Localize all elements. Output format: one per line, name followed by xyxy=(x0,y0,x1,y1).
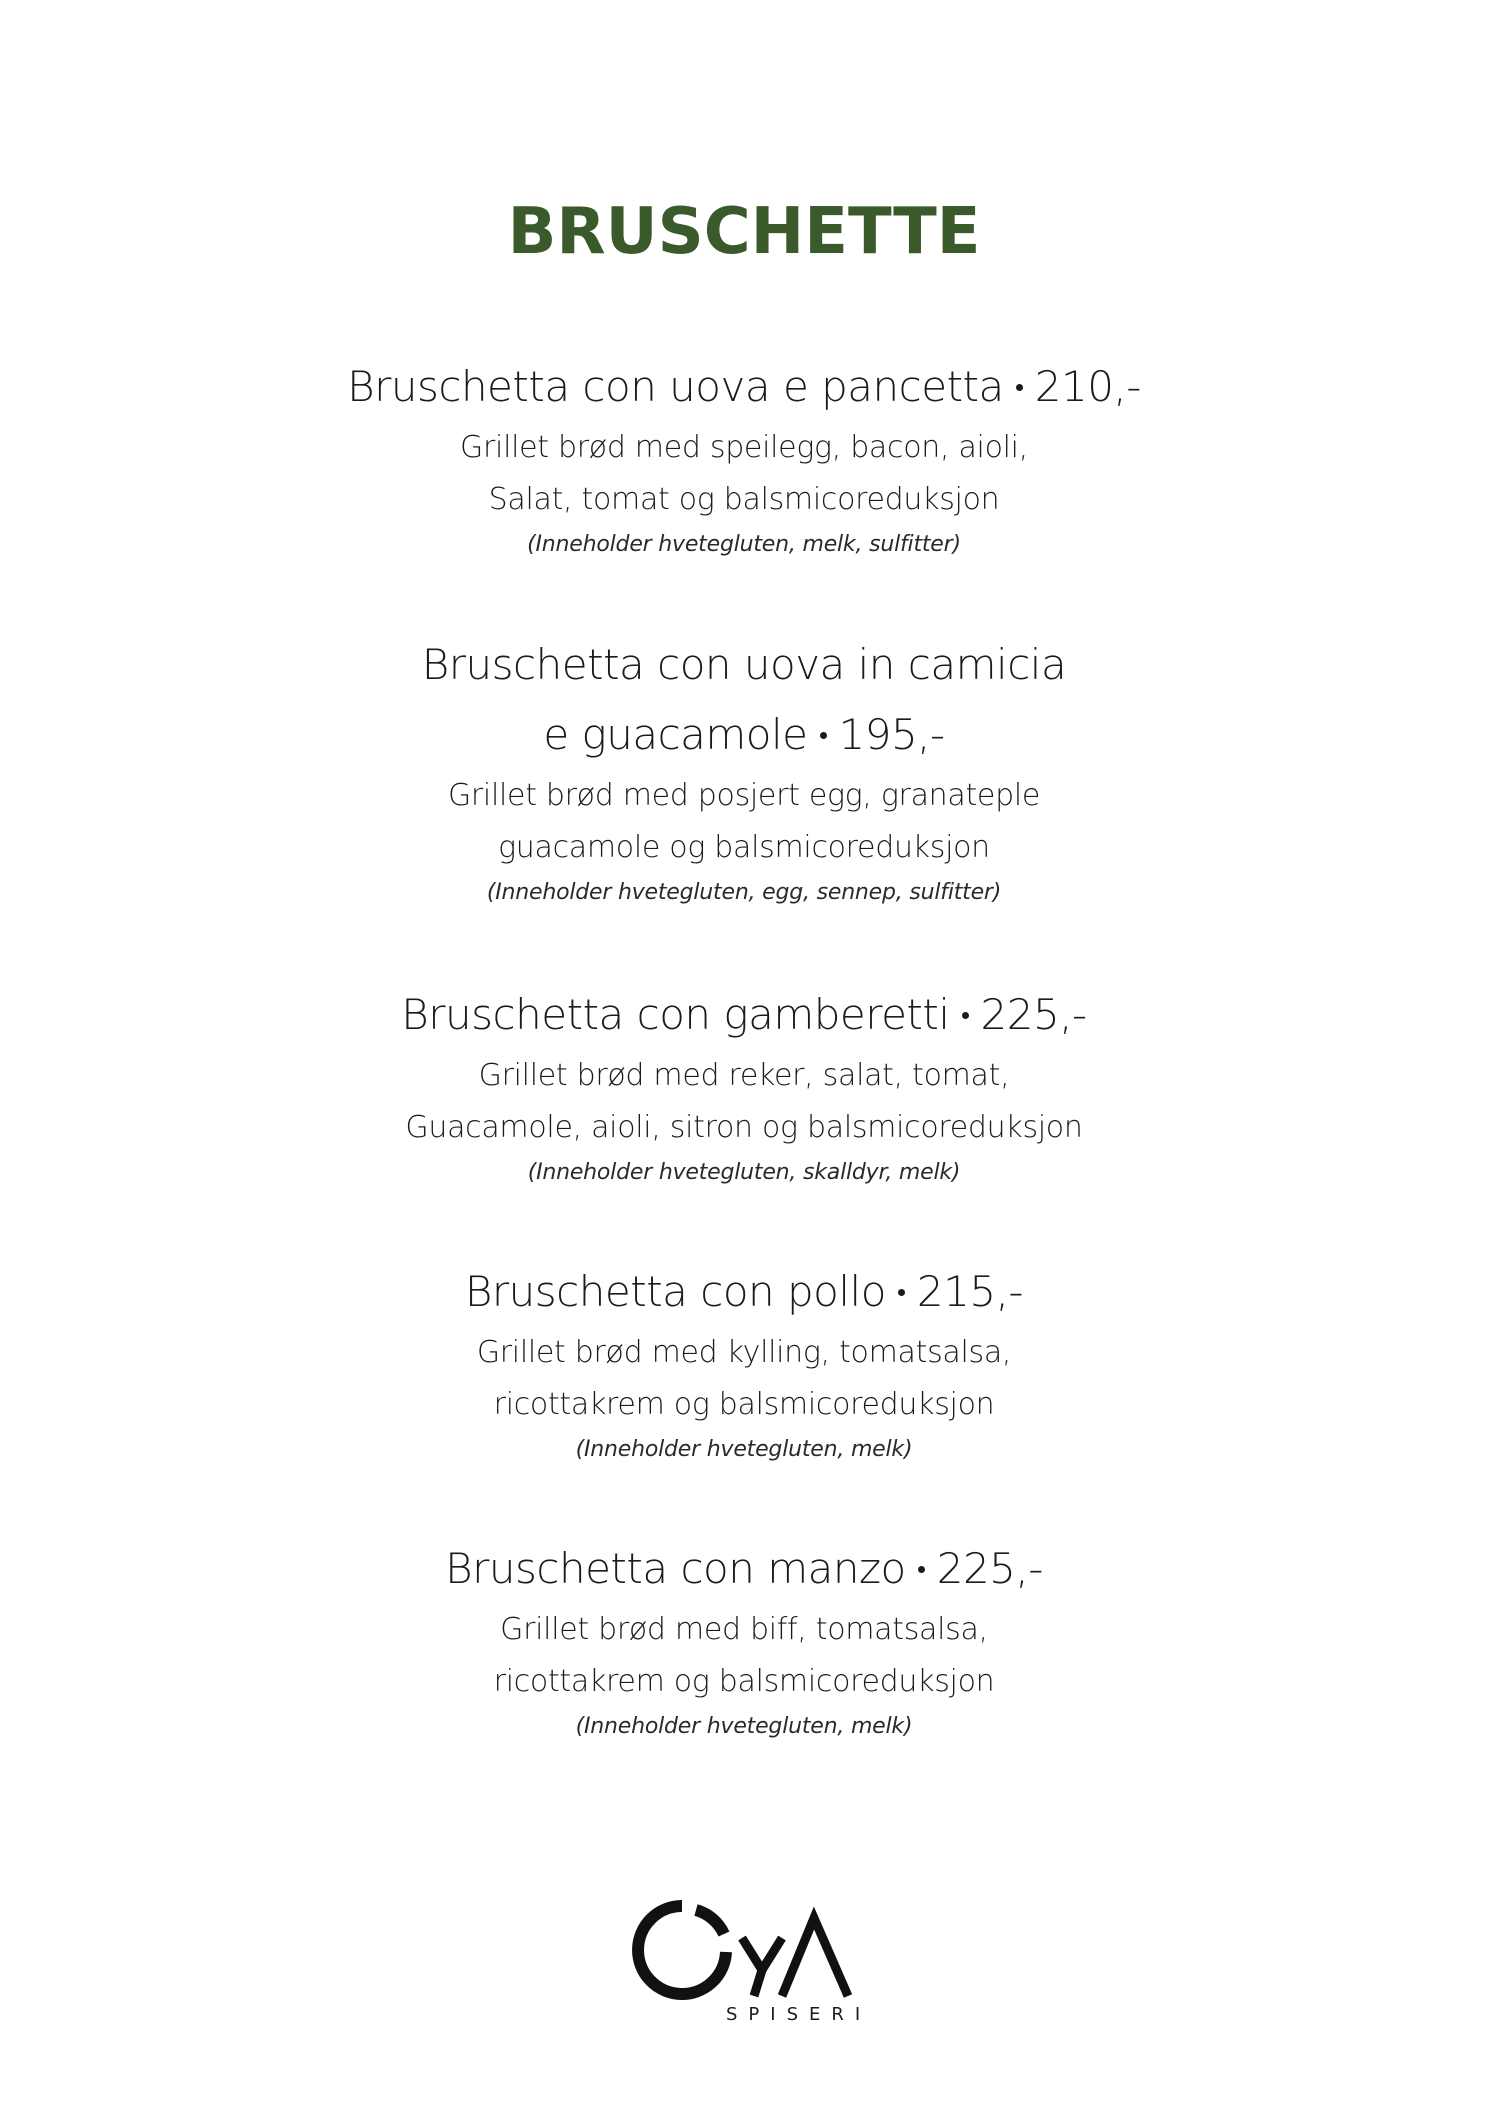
dish-price: 215,- xyxy=(916,1267,1024,1316)
menu-item xyxy=(0,630,1488,912)
dish-name: Bruschetta con gamberetti 225,- xyxy=(401,990,1087,1039)
dish-allergens: (Inneholder hvetegluten, melk) xyxy=(575,1714,913,1739)
dish-description-line: Grillet brød med speilegg, bacon, aioli, xyxy=(460,430,1028,465)
dish-name: Bruschetta con uova e pancetta 210,- xyxy=(347,362,1141,411)
menu-item xyxy=(0,1257,1488,1469)
dish-description-line: Guacamole, aioli, sitron og balsmicoreduksjon xyxy=(405,1110,1083,1145)
menu-item xyxy=(0,980,1488,1192)
dish-allergens: (Inneholder hvetegluten, melk) xyxy=(575,1437,913,1462)
dish-price: 225,- xyxy=(936,1544,1043,1593)
menu-item xyxy=(0,352,1488,564)
dish-description-line: guacamole og balsmicoreduksjon xyxy=(498,830,990,865)
dish-description-line: Grillet brød med biff, tomatsalsa, xyxy=(500,1612,988,1647)
bullet-dot-icon xyxy=(1016,384,1023,391)
page-title: BRUSCHETTE xyxy=(507,195,981,269)
dish-name: Bruschetta con manzo 225,- xyxy=(445,1544,1043,1593)
dish-name: e guacamole 195,- xyxy=(543,710,945,759)
dish-price: 225,- xyxy=(980,990,1087,1039)
dish-name-line: Bruschetta con uova in camicia xyxy=(421,640,1067,689)
dish-description-line: ricottakrem og balsmicoreduksjon xyxy=(493,1387,995,1422)
dish-allergens: (Inneholder hvetegluten, melk, sulfitter) xyxy=(527,532,961,557)
dish-description-line: Grillet brød med posjert egg, granateple xyxy=(447,778,1041,813)
bullet-dot-icon xyxy=(918,1566,925,1573)
dish-price: 195,- xyxy=(838,710,945,759)
dish-price: 210,- xyxy=(1034,362,1141,411)
dish-allergens: (Inneholder hvetegluten, egg, sennep, sulfitter) xyxy=(486,880,1002,905)
bullet-dot-icon xyxy=(962,1012,969,1019)
dish-description-line: Grillet brød med kylling, tomatsalsa, xyxy=(476,1335,1012,1370)
dish-description-line: Grillet brød med reker, salat, tomat, xyxy=(478,1058,1010,1093)
bullet-dot-icon xyxy=(898,1289,905,1296)
logo-subtitle: SPISERI xyxy=(726,2004,872,2025)
bullet-dot-icon xyxy=(820,732,827,739)
menu-item xyxy=(0,1534,1488,1746)
dish-name: Bruschetta con pollo 215,- xyxy=(464,1267,1024,1316)
dish-description-line: Salat, tomat og balsmicoreduksjon xyxy=(488,482,1000,517)
dish-description-line: ricottakrem og balsmicoreduksjon xyxy=(493,1664,995,1699)
dish-allergens: (Inneholder hvetegluten, skalldyr, melk) xyxy=(527,1160,961,1185)
